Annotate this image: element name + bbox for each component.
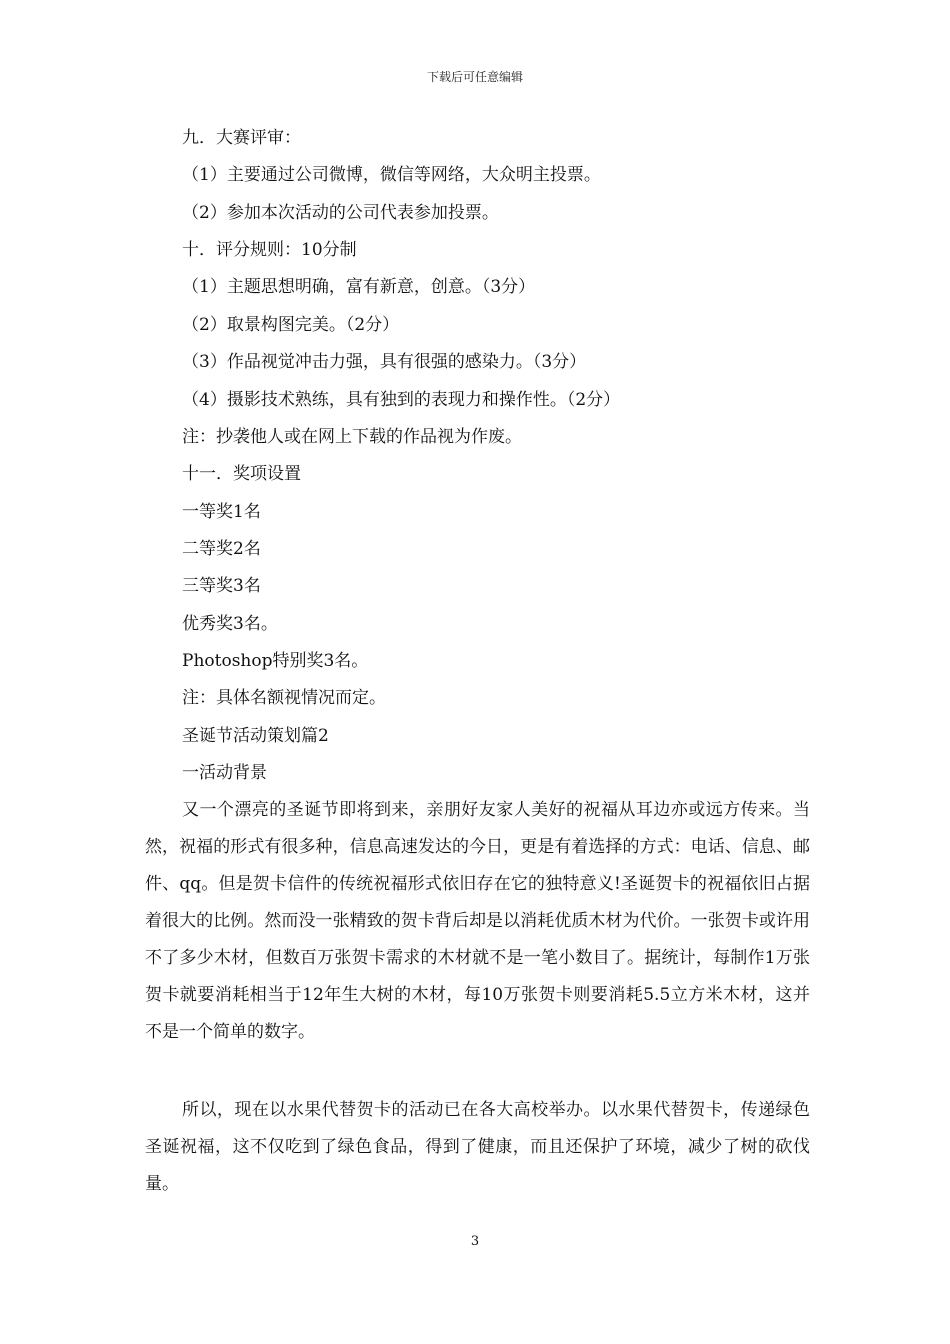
section-heading-judging: 九．大赛评审： bbox=[182, 128, 301, 148]
award-second: 二等奖2名 bbox=[182, 539, 261, 559]
page-number: 3 bbox=[470, 1234, 480, 1249]
judging-item-1: （1）主要通过公司微博，微信等网络，大众明主投票。 bbox=[182, 165, 601, 185]
award-first: 一等奖1名 bbox=[182, 502, 261, 522]
section-heading-background: 一活动背景 bbox=[182, 763, 267, 783]
scoring-item-1: （1）主题思想明确，富有新意，创意。（3分） bbox=[182, 277, 536, 297]
article-title-part2: 圣诞节活动策划篇2 bbox=[182, 726, 329, 746]
award-excellent: 优秀奖3名。 bbox=[182, 614, 278, 634]
scoring-item-3: （3）作品视觉冲击力强，具有很强的感染力。（3分） bbox=[182, 352, 587, 372]
section-heading-awards: 十一．奖项设置 bbox=[182, 464, 301, 484]
body-paragraph-fruit: 所以，现在以水果代替贺卡的活动已在各大高校举办。以水果代替贺卡，传递绿色圣诞祝福，这不仅吃到了绿色食品，得到了健康，而且还保护了环境，减少了树的砍伐量。 bbox=[145, 1100, 810, 1194]
awards-note: 注：具体名额视情况而定。 bbox=[182, 688, 386, 708]
scoring-item-4: （4）摄影技术熟练，具有独到的表现力和操作性。（2分） bbox=[182, 390, 621, 410]
award-third: 三等奖3名 bbox=[182, 576, 261, 596]
award-photoshop: Photoshop特别奖3名。 bbox=[182, 651, 369, 671]
section-heading-scoring: 十．评分规则：10分制 bbox=[182, 240, 357, 260]
judging-item-2: （2）参加本次活动的公司代表参加投票。 bbox=[182, 203, 499, 223]
body-paragraph-background: 又一个漂亮的圣诞节即将到来，亲朋好友家人美好的祝福从耳边亦或远方传来。当然，祝福的形式有很多种，信息高速发达的今日，更是有着选择的方式：电话、信息、邮件、qq。但是贺卡信件的传统祝福形式依旧存在它的独特意义!圣诞贺卡的祝福依旧占据着很大的比例。然而没一张精致的贺卡背后却是以消耗优质木材为代价。一张贺卡或许用不了多少木材，但数百万张贺卡需求的木材就不是一笔小数目了。据统计，每制作1万张贺卡就要消耗相当于12年生大树的木材，每10万张贺卡则要消耗5.5立方米木材，这并不是一个简单的数字。 bbox=[145, 800, 810, 1042]
page-header: 下载后可任意编辑 bbox=[426, 70, 523, 84]
scoring-note: 注：抄袭他人或在网上下载的作品视为作废。 bbox=[182, 427, 522, 447]
scoring-item-2: （2）取景构图完美。（2分） bbox=[182, 315, 400, 335]
